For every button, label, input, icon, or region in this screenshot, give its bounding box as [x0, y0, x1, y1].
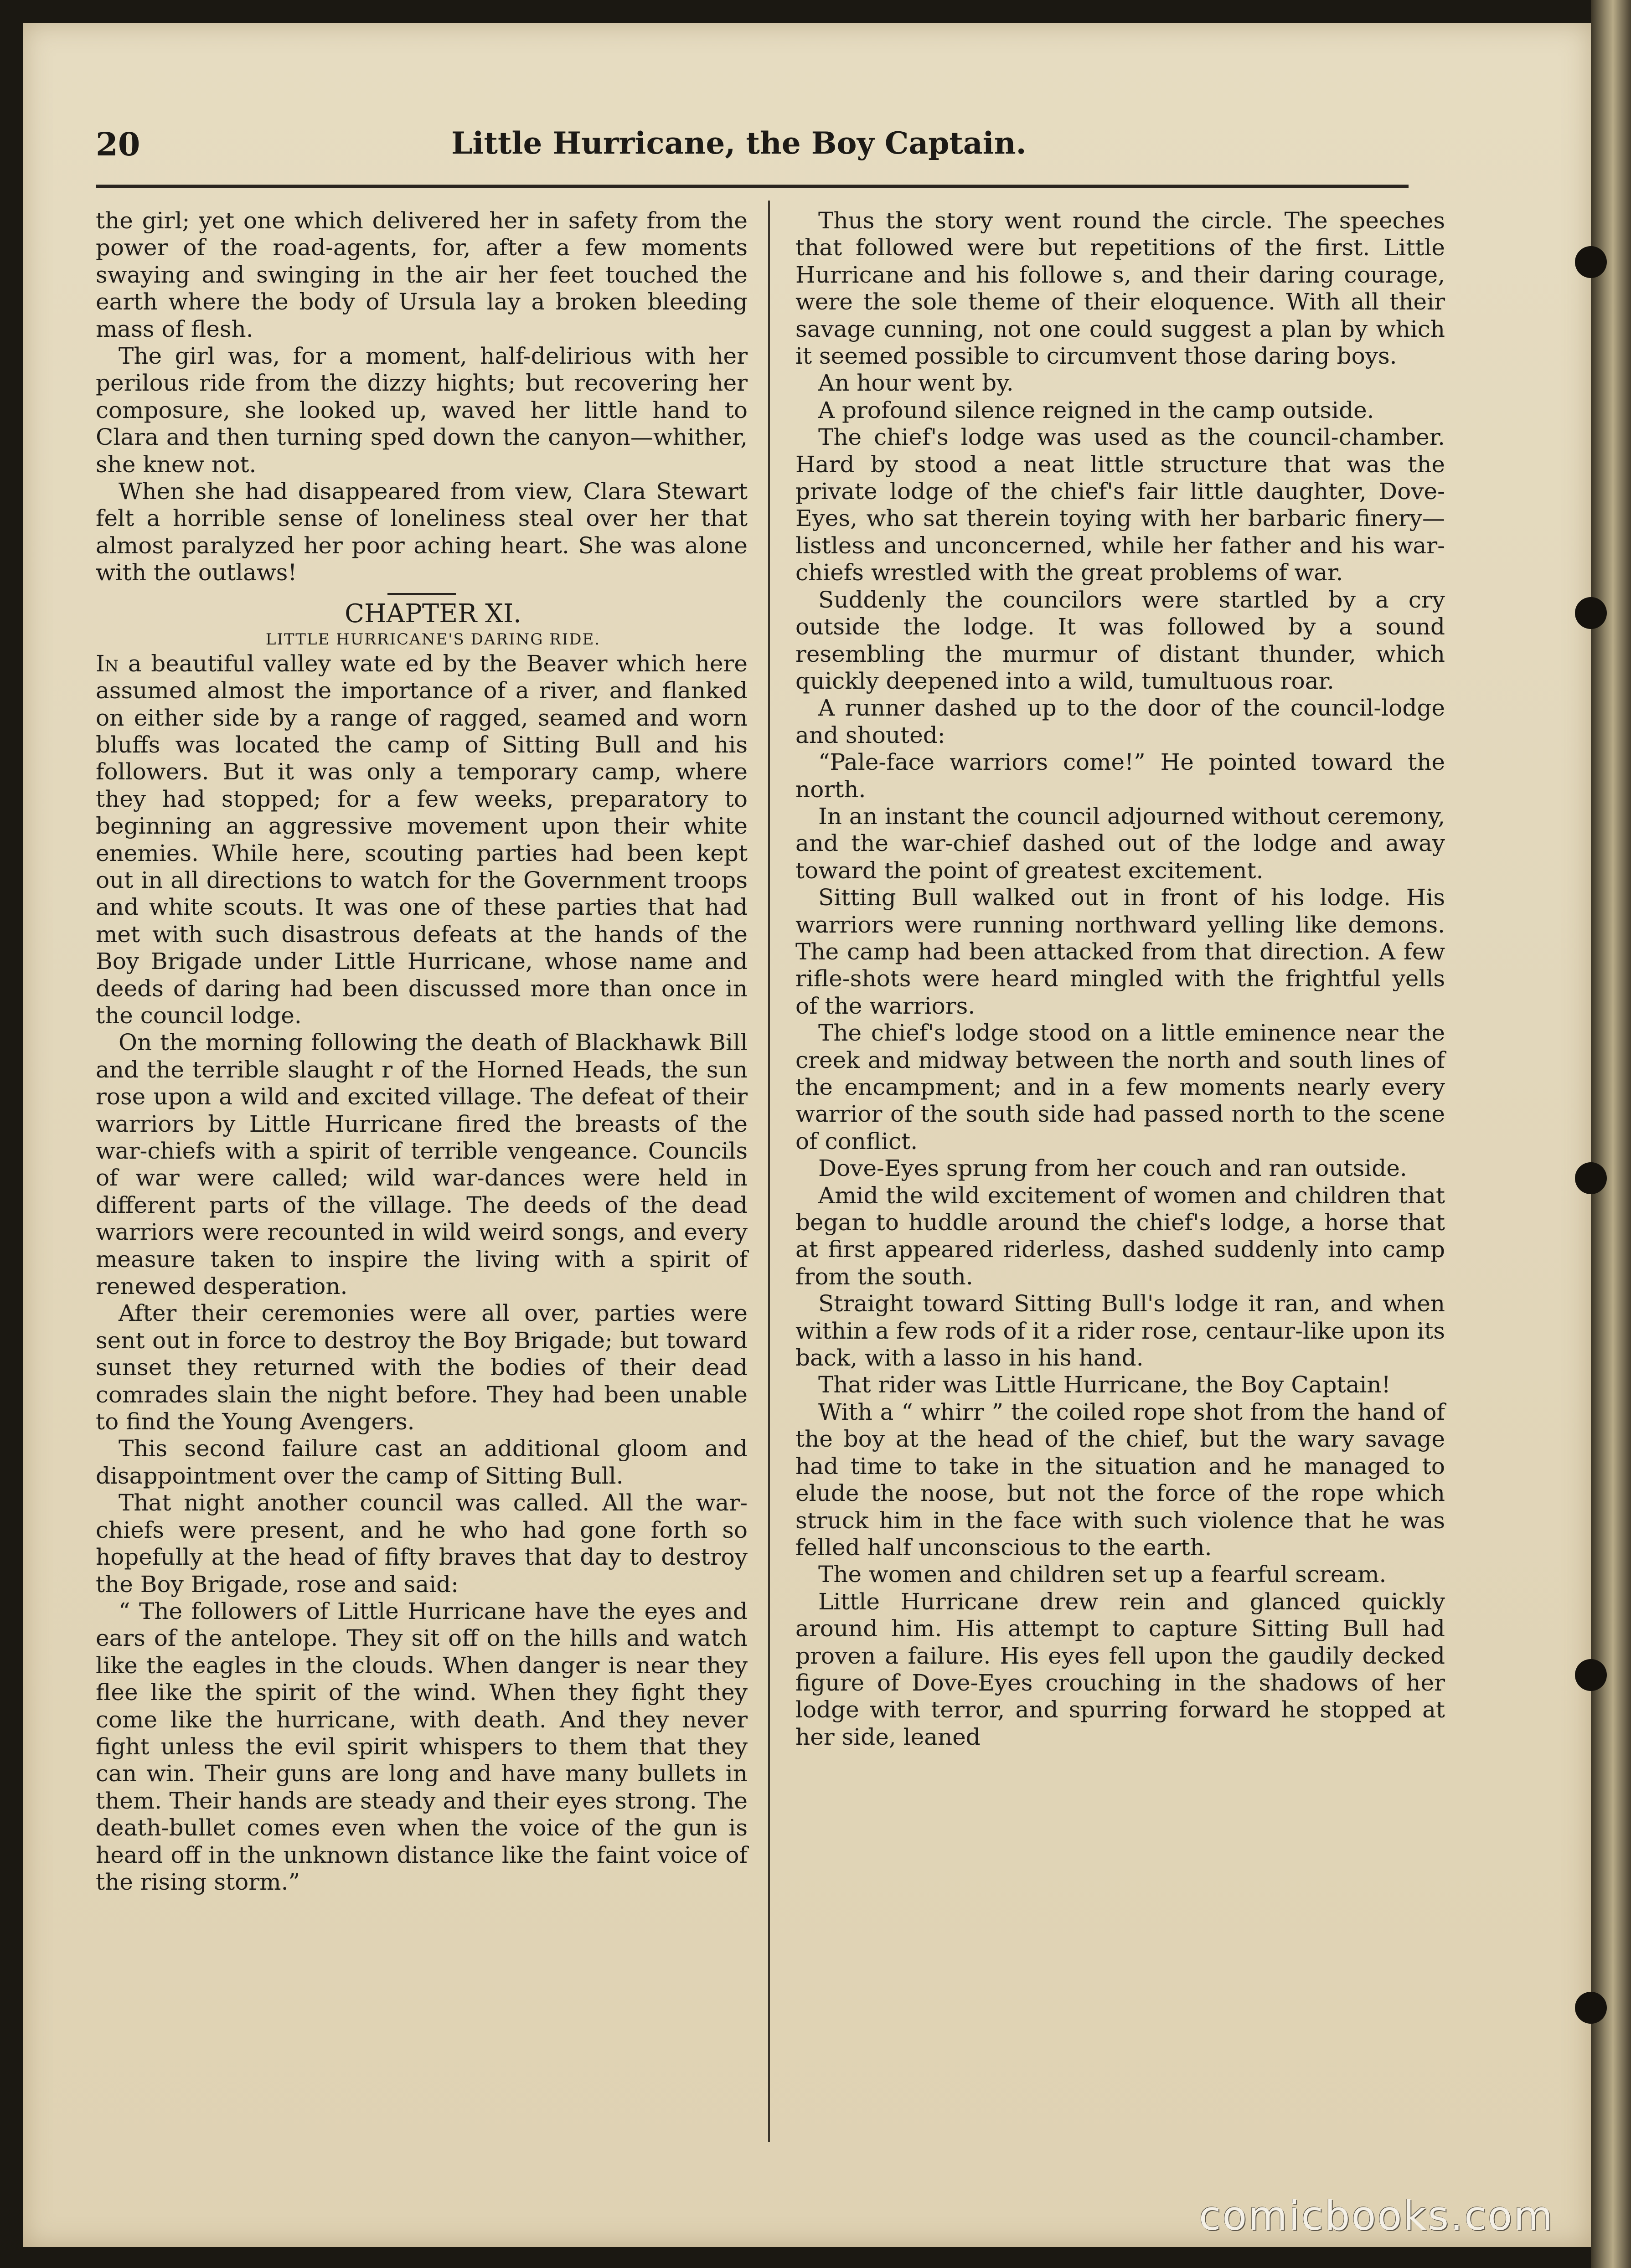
paragraph: Sitting Bull walked out in front of his lodge. His warriors were running northward yelling like demons. The camp had been attacked from that direction. A few rifle-shots were heard mingled with the frightful yells of the warriors.	[795, 884, 1445, 1019]
paragraph: That night another council was called. All the war-chiefs were present, and he who had gone forth so hopefully at the head of fifty braves that day to destroy the Boy Brigade, rose and said:	[96, 1490, 748, 1598]
site-watermark: comicbooks.com	[1199, 2192, 1554, 2239]
page-number: 20	[96, 125, 140, 163]
paragraph: That rider was Little Hurricane, the Boy Captain!	[818, 1371, 1391, 1398]
paragraph: The chief's lodge was used as the council-chamber. Hard by stood a neat little structure that was the private lodge of the chief's fair little daughter, Dove-Eyes, who sat therein toying with her barbaric finery—listless and unconcerned, while her father and his war-chiefs wrestled with the great problems of war.	[795, 424, 1445, 586]
adjacent-page-edge	[1591, 0, 1631, 2268]
paragraph: The women and children set up a fearful scream.	[818, 1561, 1387, 1588]
paragraph: Suddenly the councilors were startled by a cry outside the lodge. It was followed by a sound resembling the murmur of distant thunder, which quickly deepened into a wild, tumultuous roar.	[795, 586, 1445, 694]
paragraph: The chief's lodge stood on a little eminence near the creek and midway between the north and south lines of the encampment; and in a few moments nearly every warrior of the south side had passed north to the scene of conflict.	[795, 1020, 1445, 1155]
binding-hole	[1575, 1162, 1607, 1194]
paragraph: A runner dashed up to the door of the council-lodge and shouted:	[795, 695, 1445, 748]
chapter-subtitle: LITTLE HURRICANE'S DARING RIDE.	[265, 630, 601, 649]
paragraph: “Pale-face warriors come!” He pointed toward the north.	[795, 749, 1445, 803]
paragraph: In an instant the council adjourned without ceremony, and the war-chief dashed out of the lodge and away toward the point of greatest excitement.	[795, 803, 1445, 884]
paragraph: Little Hurricane drew rein and glanced quickly around him. His attempt to capture Sitting Bull had proven a failure. His eyes fell upon the gaudily decked figure of Dove-Eyes crouching in the shadows of her lodge with terror, and spurring forward he stopped at her side, leaned	[795, 1588, 1445, 1750]
paragraph: After their ceremonies were all over, parties were sent out in force to destroy the Boy Brigade; but toward sunset they returned with the bodies of their dead comrades slain the night before. They had been unable to find the Young Avengers.	[96, 1300, 748, 1435]
right-column	[795, 207, 1445, 1751]
binding-hole	[1575, 597, 1607, 629]
paragraph-text: a beautiful valley wate ed by the Beaver which here assumed almost the importance of a river, and flanked on either side by a range of ragged, seamed and worn bluffs was located the camp of Sitting Bull and his followers. But it was only a temporary camp, where they had stopped; for a few weeks, preparatory to beginning an aggressive movement upon their white enemies. While here, scouting parties had been kept out in all directions to watch for the Government troops and white scouts. It was one of these parties that had met with such disastrous defeats at the hands of the Boy Brigade under Little Hurricane, whose name and deeds of daring had been discussed more than once in the council lodge.	[96, 650, 748, 1029]
chapter-heading: CHAPTER XI.	[345, 598, 521, 629]
paragraph: Straight toward Sitting Bull's lodge it ran, and when within a few rods of it a rider rose, centaur-like upon its back, with a lasso in his hand.	[795, 1290, 1445, 1371]
paragraph: “ The followers of Little Hurricane have the eyes and ears of the antelope. They sit off on the hills and watch like the eagles in the clouds. When danger is near they flee like the spirit of the wind. When they fight they come like the hurricane, with death. And they never fight unless the evil spirit whispers to them that they can win. Their guns are long and have many bullets in them. Their hands are steady and their eyes strong. The death-bullet comes even when the voice of the gun is heard off in the unknown distance like the faint voice of the rising storm.”	[96, 1598, 748, 1895]
paragraph: This second failure cast an additional gloom and disappointment over the camp of Sitting Bull.	[96, 1435, 748, 1489]
binding-hole	[1575, 1659, 1607, 1691]
paragraph	[96, 650, 748, 1030]
binding-hole	[1575, 246, 1607, 278]
page-header	[96, 125, 1409, 175]
column-divider	[768, 201, 770, 2142]
paragraph: A profound silence reigned in the camp outside.	[818, 397, 1374, 423]
paragraph: Amid the wild excitement of women and children that began to huddle around the chief's lodge, a horse that at first appeared riderless, dashed suddenly into camp from the south.	[795, 1182, 1445, 1290]
paragraph: When she had disappeared from view, Clara Stewart felt a horrible sense of loneliness steal over her that almost paralyzed her poor aching heart. She was alone with the outlaws!	[96, 478, 748, 586]
paragraph: An hour went by.	[818, 370, 1014, 397]
chapter-rule	[387, 593, 456, 595]
paragraph: The girl was, for a moment, half-delirious with her perilous ride from the dizzy hights; but recovering her composure, she looked up, waved her little hand to Clara and then turning sped down the canyon—whither, she knew not.	[96, 343, 748, 478]
paragraph: On the morning following the death of Blackhawk Bill and the terrible slaught r of the Horned Heads, the sun rose upon a wild and excited village. The defeat of their warriors by Little Hurricane fired the breasts of the war-chiefs with a spirit of terrible vengeance. Councils of war were called; wild war-dances were held in different parts of the village. The deeds of the dead warriors were recounted in wild weird songs, and every measure taken to inspire the living with a spirit of renewed desperation.	[96, 1029, 748, 1300]
running-title: Little Hurricane, the Boy Captain.	[451, 125, 1027, 161]
paragraph: Dove-Eyes sprung from her couch and ran outside.	[818, 1155, 1407, 1182]
left-column	[96, 207, 748, 1896]
paragraph: With a “ whirr ” the coiled rope shot from the hand of the boy at the head of the chief, but the wary savage had time to take in the situation and he managed to elude the noose, but not the force of the rope which struck him in the face with such violence that he was felled half unconscious to the earth.	[795, 1398, 1445, 1561]
lead-word: In	[96, 650, 119, 677]
header-rule	[96, 185, 1409, 188]
paragraph: Thus the story went round the circle. The speeches that followed were but repetitions of the first. Little Hurricane and his followe s, and their daring courage, were the sole theme of their eloquence. With all their savage cunning, not one could suggest a plan by which it seemed possible to circumvent those daring boys.	[795, 207, 1445, 370]
binding-hole	[1575, 1992, 1607, 2024]
paragraph: the girl; yet one which delivered her in safety from the power of the road-agents, for, after a few moments swaying and swinging in the air her feet touched the earth where the body of Ursula lay a broken bleeding mass of flesh.	[96, 207, 748, 342]
